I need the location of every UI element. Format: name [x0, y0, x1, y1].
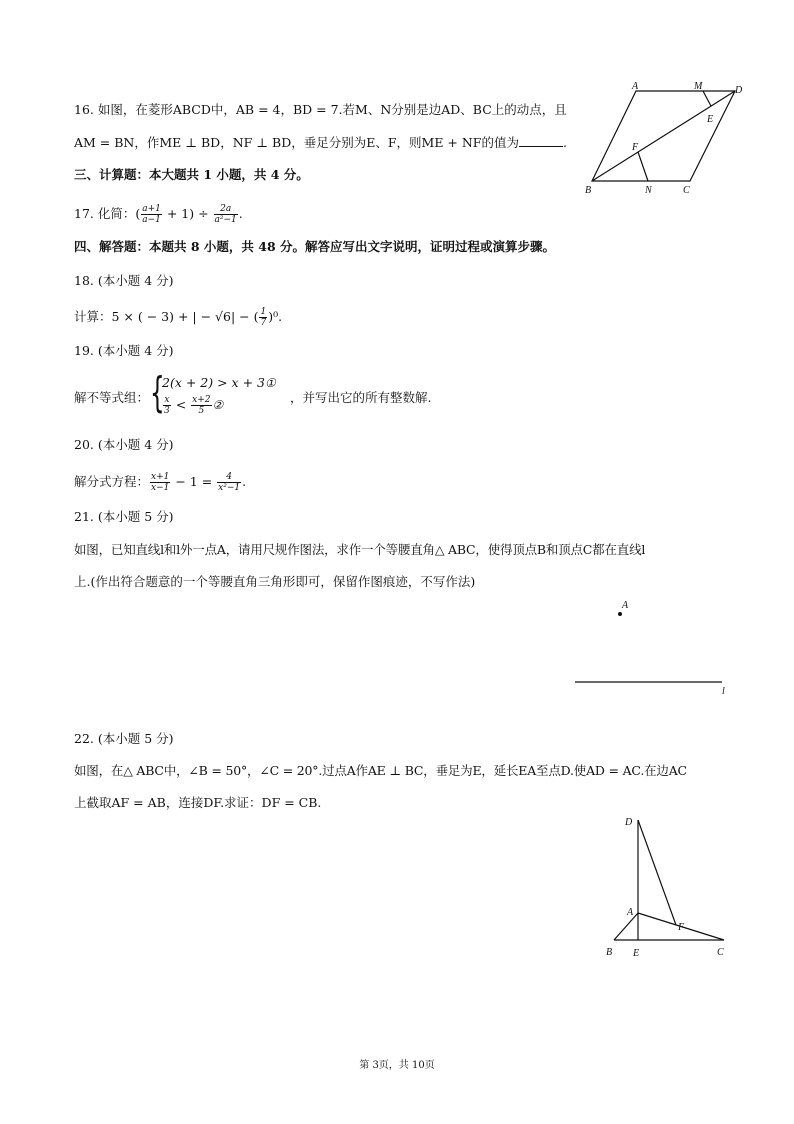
label-e: E	[707, 114, 714, 125]
segment-ba	[614, 913, 638, 940]
label-c: C	[683, 185, 690, 196]
q16-line2	[74, 134, 567, 152]
q17-frac2: $\frac{2a}{\text{a²−1}}$	[214, 204, 237, 225]
q22-head: 22. (本小题 5 分)	[74, 731, 174, 746]
answer-blank[interactable]	[519, 134, 563, 147]
q20-line	[74, 472, 246, 493]
label-a: A	[632, 81, 639, 92]
label-c: C	[717, 947, 724, 958]
q20-prefix: 解分式方程：	[74, 474, 150, 489]
q21-head: 21. (本小题 5 分)	[74, 509, 174, 524]
q19-tail: ，并写出它的所有整数解.	[290, 390, 432, 405]
triangle-figure	[598, 808, 738, 963]
point-a	[618, 612, 622, 616]
section3-heading: 三、计算题：本大题共 1 小题，共 4 分。	[74, 167, 309, 182]
q21-line1: 如图，已知直线l和l外一点A，请用尺规作图法，求作一个等腰直角△ ABC，使得顶点B和顶点C都在直线l	[74, 542, 646, 557]
q22-line1: 如图，在△ ABC中，∠B = 50°，∠C = 20°.过点A作AE ⊥ BC，垂足为E，延长EA至点D.使AD = AC.在边AC	[74, 763, 687, 778]
brace-icon: {	[150, 368, 165, 417]
section4-heading: 四、解答题：本题共 8 小题，共 48 分。解答应写出文字说明，证明过程或演算步骤。	[74, 239, 556, 254]
q22-line2: 上截取AF = AB，连接DF.求证：DF = CB.	[74, 795, 322, 810]
q17-frac1: $\frac{a+1}{a-1}$	[142, 204, 161, 225]
label-f: F	[632, 142, 639, 153]
label-b: B	[606, 947, 613, 958]
label-b: B	[585, 185, 592, 196]
label-n: N	[645, 185, 652, 196]
q20-suffix: .	[242, 474, 247, 489]
q18-head: 18. (本小题 4 分)	[74, 273, 174, 288]
label-a: A	[627, 907, 634, 918]
segment-me	[703, 91, 711, 106]
label-d: D	[735, 85, 743, 96]
label-d: D	[625, 817, 633, 828]
q16-line2-end: .	[562, 135, 567, 150]
q16-line1: 16. 如图，在菱形ABCD中，AB = 4，BD = 7.若M、N分别是边AD、BC上的动点，且	[74, 102, 567, 117]
q17-mid: + 1) ÷	[162, 206, 213, 221]
q19-label: 解不等式组：	[74, 390, 150, 405]
q19-frac1: $\frac{x}{3}$	[164, 395, 170, 416]
label-l: l	[722, 686, 725, 697]
q21-line2: 上.(作出符合题意的一个等腰直角三角形即可，保留作图痕迹，不写作法)	[74, 574, 476, 589]
q17-suffix: .	[238, 206, 243, 221]
q19-row1: 2(x + 2) > x + 3①	[162, 375, 276, 390]
q18-prefix: 计算：5 × ( − 3) + | − √6| − (	[74, 309, 259, 324]
page-footer: 第 3页，共 10页	[359, 1060, 435, 1071]
q16-line2-text: AM = BN，作ME ⊥ BD，NF ⊥ BD，垂足分别为E、F，则ME + NF的值为	[74, 135, 519, 150]
q18-frac: $\frac{1}{7}$	[260, 307, 267, 328]
q20-head: 20. (本小题 4 分)	[74, 437, 174, 452]
segment-nf	[638, 152, 648, 181]
rhombus-figure	[580, 80, 750, 200]
q20-frac2: $\frac{4}{\text{x²−1}}$	[218, 472, 241, 493]
q17-line	[74, 204, 243, 225]
q19-row2: $\frac{x}{3}$ < $\frac{x+2}{5}$ ②	[164, 395, 224, 416]
segment-df	[638, 820, 676, 925]
q18-suffix: )⁰.	[268, 309, 283, 324]
q17-prefix: 17. 化简：(	[74, 206, 141, 221]
q20-mid: − 1 =	[171, 474, 217, 489]
q20-frac1: $\frac{x+1}{x-1}$	[151, 472, 170, 493]
label-f: F	[678, 922, 685, 933]
q19-frac2: $\frac{x+2}{5}$	[192, 395, 211, 416]
label-a: A	[622, 600, 629, 611]
q19-head: 19. (本小题 4 分)	[74, 343, 174, 358]
line-l-figure	[570, 592, 740, 702]
label-e: E	[633, 948, 640, 959]
q18-line	[74, 307, 282, 328]
label-m: M	[694, 81, 703, 92]
